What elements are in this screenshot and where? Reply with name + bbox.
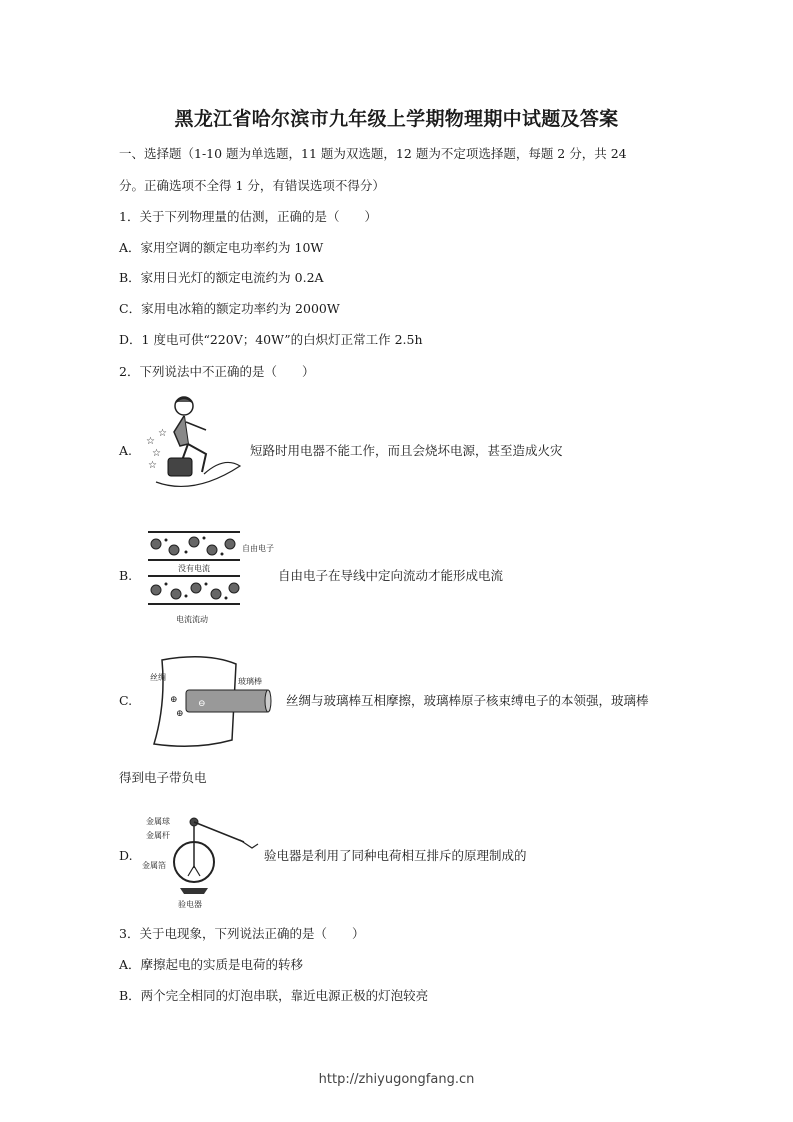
svg-text:☆: ☆ bbox=[152, 448, 161, 459]
question-2-option-b-letter: B. bbox=[119, 568, 133, 583]
current-flow-label: 电流流动 bbox=[176, 615, 208, 624]
section-instructions-line-1: 一、选择题（1-10 题为单选题，11 题为双选题，12 题为不定项选择题，每题 2 分，共 24 bbox=[119, 146, 627, 161]
question-1-option-a: A．家用空调的额定电功率约为 10W bbox=[119, 240, 324, 255]
glass-rod-label: 玻璃棒 bbox=[238, 677, 262, 686]
metal-rod-label: 金属杆 bbox=[146, 831, 170, 840]
free-electron-label: 自由电子 bbox=[242, 544, 274, 553]
svg-text:⊕: ⊕ bbox=[176, 709, 184, 719]
question-1-option-c: C．家用电冰箱的额定功率约为 2000W bbox=[119, 301, 340, 316]
electroscope-label: 验电器 bbox=[178, 900, 202, 909]
svg-text:⊖: ⊖ bbox=[198, 699, 206, 709]
question-2-option-c-text: 丝绸与玻璃棒互相摩擦，玻璃棒原子核束缚电子的本领强，玻璃棒 bbox=[286, 693, 649, 708]
section-instructions-line-2: 分。正确选项不全得 1 分，有错误选项不得分） bbox=[119, 178, 385, 193]
question-1-option-d: D．1 度电可供“220V；40W”的白炽灯正常工作 2.5h bbox=[119, 332, 423, 347]
question-2-option-c-continuation: 得到电子带负电 bbox=[119, 770, 207, 785]
silk-glass-rod-illustration bbox=[146, 654, 274, 750]
metal-ball-label: 金属球 bbox=[146, 817, 170, 826]
question-2-option-b-text: 自由电子在导线中定向流动才能形成电流 bbox=[278, 568, 504, 583]
question-2-option-d-letter: D. bbox=[119, 848, 133, 863]
question-3-option-a: A．摩擦起电的实质是电荷的转移 bbox=[119, 957, 304, 972]
question-2-option-a-letter: A. bbox=[119, 443, 133, 458]
svg-text:☆: ☆ bbox=[148, 460, 157, 471]
document-title: 黑龙江省哈尔滨市九年级上学期物理期中试题及答案 bbox=[174, 108, 619, 130]
short-circuit-illustration bbox=[144, 392, 248, 496]
svg-text:☆: ☆ bbox=[146, 436, 155, 447]
question-2-stem: 2．下列说法中不正确的是（ ） bbox=[119, 364, 315, 379]
question-2-option-a-text: 短路时用电器不能工作，而且会烧坏电源，甚至造成火灾 bbox=[250, 443, 563, 458]
no-current-label: 没有电流 bbox=[178, 564, 210, 573]
silk-label: 丝绸 bbox=[150, 673, 166, 682]
question-1-option-b: B．家用日光灯的额定电流约为 0.2A bbox=[119, 270, 324, 285]
footer-url: http://zhiyugongfang.cn bbox=[318, 1072, 475, 1087]
question-3-stem: 3．关于电现象，下列说法正确的是（ ） bbox=[119, 926, 365, 941]
metal-foil-label: 金属箔 bbox=[142, 861, 166, 870]
question-2-option-c-letter: C. bbox=[119, 693, 133, 708]
question-1-stem: 1．关于下列物理量的估测，正确的是（ ） bbox=[119, 209, 377, 224]
electroscope-illustration bbox=[140, 810, 264, 912]
svg-text:☆: ☆ bbox=[158, 428, 167, 439]
electron-flow-diagram bbox=[146, 524, 278, 628]
svg-text:⊕: ⊕ bbox=[170, 695, 178, 705]
question-2-option-d-text: 验电器是利用了同种电荷相互排斥的原理制成的 bbox=[264, 848, 527, 863]
question-3-option-b: B．两个完全相同的灯泡串联，靠近电源正极的灯泡较亮 bbox=[119, 988, 429, 1003]
